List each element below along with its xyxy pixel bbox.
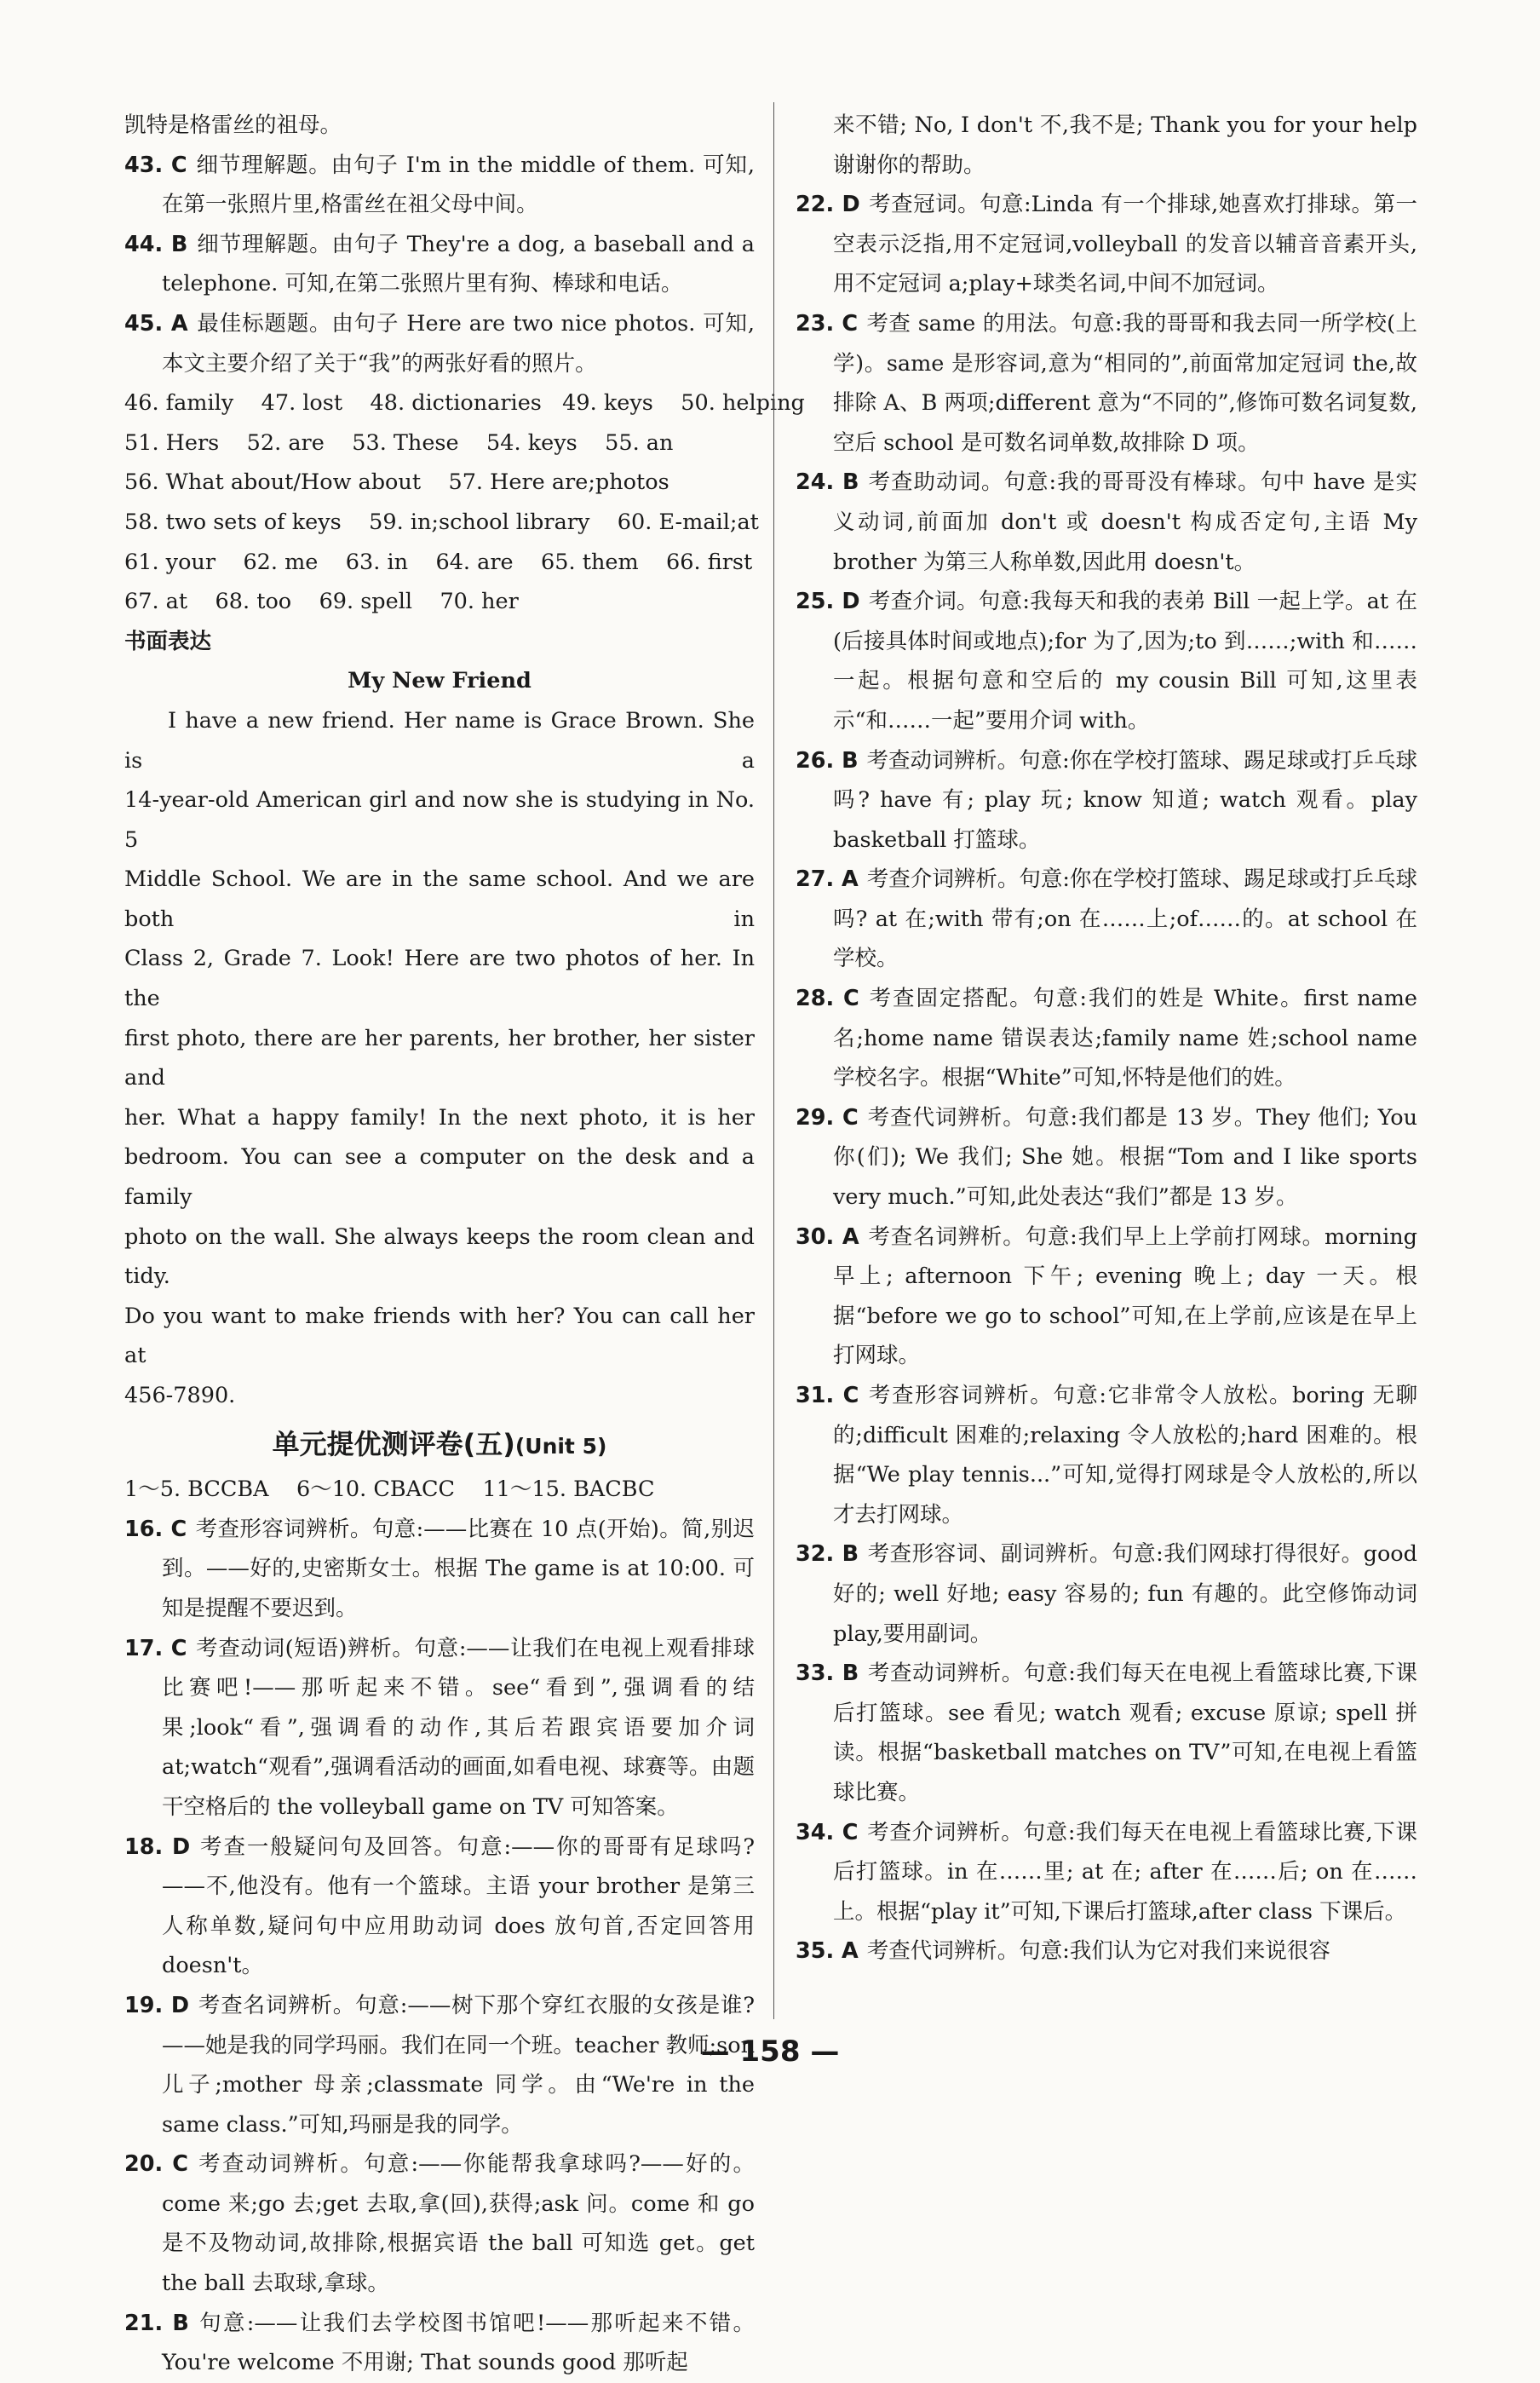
answer-17 [124,1629,755,1828]
unit-test-title [124,1425,755,1467]
answer-number: 45. A [124,310,188,337]
essay-line: photo on the wall. She always keeps the room clean and tidy. [124,1223,755,1290]
answer-number: 25. D [796,589,860,615]
answer-number: 28. C [796,986,859,1012]
page-number: — 158 — [700,2035,840,2069]
answer-text: 细节理解题。由句子 I'm in the middle of them. 可知,在第一张照片里,格雷丝在祖父母中间。 [162,152,755,218]
essay-line: bedroom. You can see a computer on the desk and a family [124,1144,755,1211]
answer-number: 43. C [124,152,187,178]
answer-number: 33. B [796,1661,859,1687]
right-column [796,106,1417,1971]
answer-29 [796,1098,1417,1217]
column-divider [773,102,774,2019]
unit-title-sub: (Unit 5) [514,1433,607,1459]
choice-answers-line: 1～5. BCCBA 6～10. CBACC 11～15. BACBC [124,1476,655,1503]
answer-text: 考查 same 的用法。句意:我的哥哥和我去同一所学校(上学)。same 是形容词,意为“相同的”,前面常加定冠词 the,故排除 A、B 两项;different 意为“不同的”,修饰可数名词复数,空后 school 是可数名词单数,故排除 D 项。 [833,310,1417,456]
essay-line: her. What a happy family! In the next photo, it is her [124,1104,755,1131]
essay-line: Class 2, Grade 7. Look! Here are two photos of her. In the [124,946,755,1012]
fill-answers-line: 46. family 47. lost 48. dictionaries 49. keys 50. helping [124,390,805,417]
answer-text: 考查介词辨析。句意:你在学校打篮球、踢足球或打乒乓球吗? at 在;with 带有;on 在……上;of……的。at school 在学校。 [833,866,1417,972]
essay-line: I have a new friend. Her name is Grace Brown. She is a [124,707,755,774]
answer-28 [796,979,1417,1098]
answer-number: 21. B [124,2310,189,2336]
answer-text: 考查名词辨析。句意:我们早上上学前打网球。morning 早上; afternoon 下午; evening 晚上; day 一天。根据“before we go to school”可知,在上学前,应该是在早上打网球。 [833,1223,1417,1369]
answer-text: 考查代词辨析。句意:我们认为它对我们来说很容 [866,1938,1330,1965]
answer-text: 考查介词辨析。句意:我们每天在电视上看篮球比赛,下课后打篮球。in 在……里; at 在; after 在……后; on 在……上。根据“play it”可知,下课后打篮球,after class 下课后。 [833,1819,1417,1925]
answer-text: 考查动词辨析。句意:我们每天在电视上看篮球比赛,下课后打篮球。see 看见; watch 观看; excuse 原谅; spell 拼读。根据“basketball matches on TV”可知,在电视上看篮球比赛。 [833,1661,1417,1805]
fill-answers-line: 58. two sets of keys 59. in;school library 60. E-mail;at [124,509,759,535]
answer-16 [124,1510,755,1629]
answer-number: 20. C [124,2151,188,2178]
answer-21 [124,2304,755,2383]
answer-text: 考查形容词辨析。句意:它非常令人放松。boring 无聊的;difficult 困难的;relaxing 令人放松的;hard 困难的。根据“We play tennis...”可知,觉得打网球是令人放松的,所以才去打网球。 [833,1383,1418,1528]
fill-answers-line: 56. What about/How about 57. Here are;photos [124,469,669,496]
answer-text: 最佳标题题。由句子 Here are two nice photos. 可知,本文主要介绍了关于“我”的两张好看的照片。 [162,310,755,377]
answer-number: 31. C [796,1383,859,1408]
answer-text: 考查动词辨析。句意:你在学校打篮球、踢足球或打乒乓球吗? have 有; play 玩; know 知道; watch 观看。play basketball 打篮球。 [833,747,1417,853]
answer-text: 考查形容词辨析。句意:——比赛在 10 点(开始)。简,别迟到。——好的,史密斯女士。根据 The game is at 10:00. 可知是提醒不要迟到。 [162,1516,755,1621]
answer-26 [796,741,1417,861]
answer-34 [796,1813,1417,1932]
writing-section-heading: 书面表达 [124,628,212,654]
intro-line: 凯特是格雷丝的祖母。 [124,112,342,138]
answer-33 [796,1654,1417,1812]
answer-text: 考查固定搭配。句意:我们的姓是 White。first name 名;home name 错误表达;family name 姓;school name 学校名字。根据“White”可知,怀特是他们的姓。 [833,986,1417,1091]
answer-text: 句意:——让我们去学校图书馆吧!——那听起来不错。You're welcome 不用谢; That sounds good 那听起 [162,2310,755,2376]
answer-text: 考查名词辨析。句意:——树下那个穿红衣服的女孩是谁?——她是我的同学玛丽。我们在同一个班。teacher 教师;son 儿子;mother 母亲;classmate 同学。由“We're in the same class.”可知,玛丽是我的同学。 [162,1992,756,2138]
answer-text: 考查形容词、副词辨析。句意:我们网球打得很好。good 好的; well 好地; easy 容易的; fun 有趣的。此空修饰动词 play,要用副词。 [833,1541,1417,1647]
unit-title-main: 单元提优测评卷(五) [272,1427,515,1460]
answer-44 [124,225,755,304]
answer-text: 考查冠词。句意:Linda 有一个排球,她喜欢打排球。第一空表示泛指,用不定冠词,volleyball 的发音以辅音音素开头,用不定冠词 a;play+球类名词,中间不加冠词。 [833,192,1418,297]
answer-number: 17. C [124,1635,187,1661]
essay-title: My New Friend [348,668,532,694]
answer-number: 29. C [796,1104,859,1131]
essay-line: 456-7890. [124,1383,236,1408]
answer-35 [796,1931,1417,1971]
answer-number: 23. C [796,310,859,337]
fill-answers-line: 61. your 62. me 63. in 64. are 65. them 66. first [124,549,753,575]
answer-30 [796,1217,1417,1376]
answer-number: 16. C [124,1516,187,1542]
answer-number: 18. D [124,1833,191,1860]
answer-31 [796,1376,1417,1534]
answer-number: 30. A [796,1223,859,1250]
essay-line: Do you want to make friends with her? You can call her at [124,1303,755,1369]
answer-text: 考查介词。句意:我每天和我的表弟 Bill 一起上学。at 在(后接具体时间或地点);for 为了,因为;to 到……;with 和……一起。根据句意和空后的 my cousin Bill 可知,这里表示“和……一起”要用介词 with。 [833,589,1417,734]
answer-text: 考查动词(短语)辨析。句意:——让我们在电视上观看排球比赛吧!——那听起来不错。see“看到”,强调看的结果;look“看”,强调看的动作,其后若跟宾语要加介词 at;watch“观看”,强调看活动的画面,如看电视、球赛等。由题干空格后的 the volleyball game on TV 可知答案。 [162,1635,756,1820]
answer-number: 19. D [124,1992,190,2018]
answer-27 [796,860,1417,979]
answer-24 [796,463,1417,582]
answer-text: 细节理解题。由句子 They're a dog, a baseball and a telephone. 可知,在第二张照片里有狗、棒球和电话。 [162,231,755,297]
answer-25 [796,582,1417,740]
answer-number: 22. D [796,192,860,218]
fill-answers-line: 67. at 68. too 69. spell 70. her [124,589,519,615]
answer-32 [796,1534,1417,1654]
answer-45 [124,304,755,383]
answer-20 [124,2144,755,2303]
answer-text: 考查一般疑问句及回答。句意:——你的哥哥有足球吗?——不,他没有。他有一个篮球。主语 your brother 是第三人称单数,疑问句中应用助动词 does 放句首,否定回答用 doesn't。 [162,1833,756,1979]
answer-22 [796,185,1417,304]
essay-line: first photo, there are her parents, her brother, her sister and [124,1025,755,1091]
answer-number: 34. C [796,1819,859,1845]
answer-text: 考查代词辨析。句意:我们都是 13 岁。They 他们; You 你(们); We 我们; She 她。根据“Tom and I like sports very much.”可知,此处表达“我们”都是 13 岁。 [833,1104,1417,1211]
answer-text: 考查动词辨析。句意:——你能帮我拿球吗?——好的。come 来;go 去;get 去取,拿(回),获得;ask 问。come 和 go 是不及物动词,故排除,根据宾语 the ball 可知选 get。get the ball 去取球,拿球。 [162,2151,755,2297]
answer-18 [124,1828,755,1986]
answer-number: 44. B [124,231,188,257]
answer-43 [124,146,755,225]
answer-number: 32. B [796,1541,859,1568]
essay-line: Middle School. We are in the same school. And we are both in [124,866,755,932]
essay-line: 14-year-old American girl and now she is studying in No. 5 [124,787,755,853]
answer-number: 35. A [796,1938,859,1965]
answer-number: 26. B [796,747,859,774]
fill-answers-line: 51. Hers 52. are 53. These 54. keys 55. an [124,429,674,456]
answer-number: 27. A [796,866,859,893]
answer-number: 24. B [796,469,859,496]
answer-text: 考查助动词。句意:我的哥哥没有棒球。句中 have 是实义动词,前面加 don't 或 doesn't 构成否定句,主语 My brother 为第三人称单数,因此用 doesn't。 [833,469,1417,575]
answer-21-continued: 来不错; No, I don't 不,我不是; Thank you for your help 谢谢你的帮助。 [833,112,1417,178]
essay-body [124,701,755,1416]
answer-23 [796,304,1417,463]
